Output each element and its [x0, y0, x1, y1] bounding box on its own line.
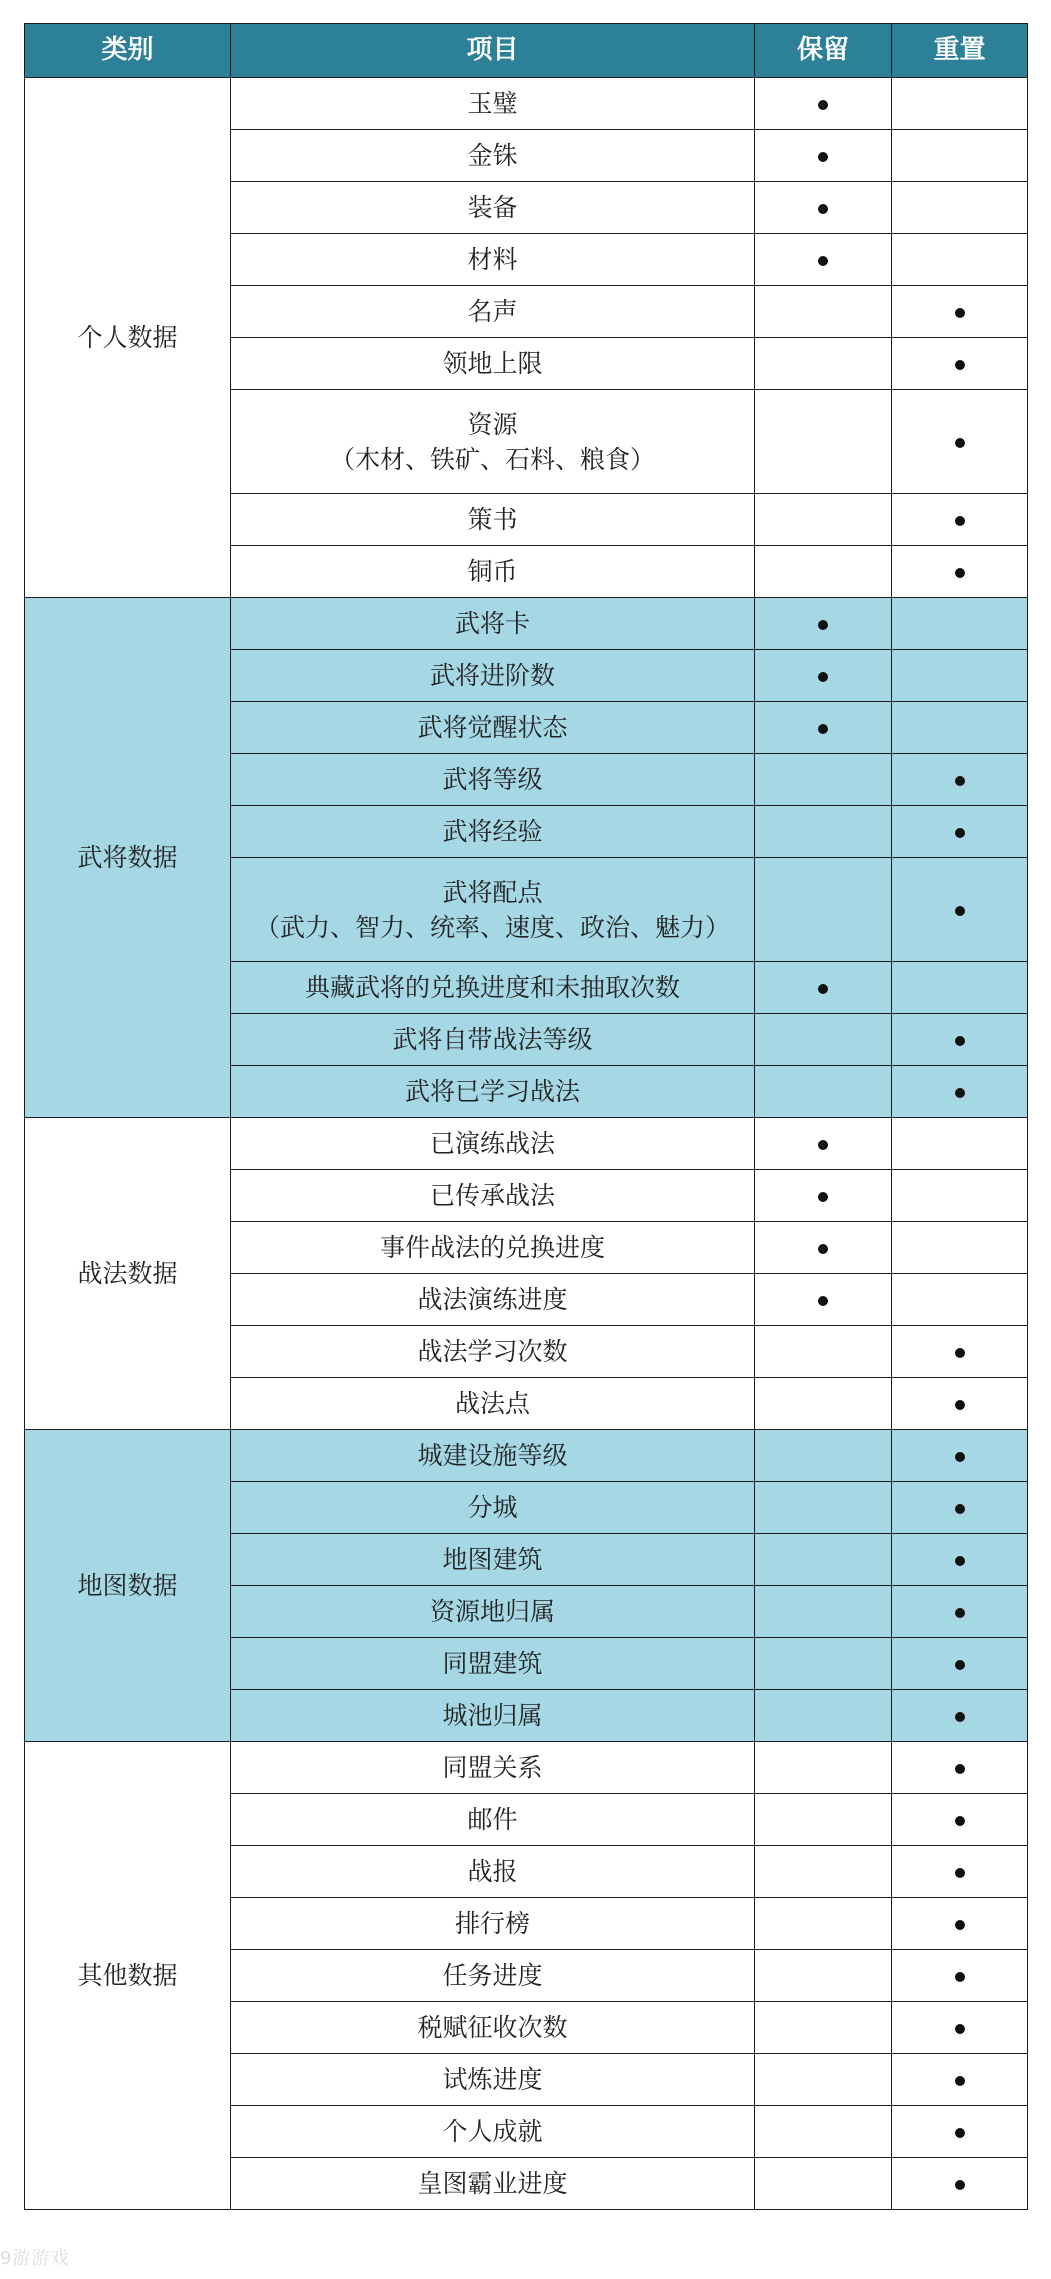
keep-cell: [755, 1794, 892, 1846]
bullet-dot-icon: [818, 672, 828, 682]
reset-cell: [892, 1794, 1028, 1846]
bullet-dot-icon: [955, 906, 965, 916]
reset-cell: [892, 182, 1028, 234]
item-cell: [231, 1846, 755, 1898]
table-row: [25, 1118, 1028, 1170]
keep-cell: [755, 1690, 892, 1742]
reset-cell: [892, 962, 1028, 1014]
reset-cell: [892, 1586, 1028, 1638]
reset-cell: [892, 1066, 1028, 1118]
item-cell: [231, 1326, 755, 1378]
reset-cell: [892, 1274, 1028, 1326]
keep-cell: [755, 1638, 892, 1690]
table-header-row: [25, 24, 1028, 78]
keep-cell: [755, 1742, 892, 1794]
reset-cell: [892, 2002, 1028, 2054]
bullet-dot-icon: [955, 1504, 965, 1514]
item-label: 战报: [467, 1857, 518, 1886]
data-reset-table-container: [24, 23, 1027, 2210]
keep-cell: [755, 650, 892, 702]
item-cell: [231, 1898, 755, 1950]
bullet-dot-icon: [955, 776, 965, 786]
item-label: 地图建筑: [442, 1545, 543, 1574]
item-label: 皇图霸业进度: [417, 2169, 568, 2198]
item-label: 同盟建筑: [442, 1649, 543, 1678]
bullet-dot-icon: [818, 152, 828, 162]
reset-cell: [892, 1898, 1028, 1950]
keep-cell: [755, 2106, 892, 2158]
item-label: 税赋征收次数: [417, 2013, 568, 2042]
keep-cell: [755, 2002, 892, 2054]
item-label: 玉璧: [467, 89, 518, 118]
keep-cell: [755, 702, 892, 754]
item-cell: [231, 1794, 755, 1846]
bullet-dot-icon: [955, 1660, 965, 1670]
item-label: 任务进度: [442, 1961, 543, 1990]
bullet-dot-icon: [955, 1348, 965, 1358]
table-row: [25, 1742, 1028, 1794]
keep-cell: [755, 1846, 892, 1898]
item-cell: [231, 806, 755, 858]
item-label: 已演练战法: [429, 1129, 555, 1158]
item-cell: [231, 1534, 755, 1586]
item-label: 策书: [467, 505, 518, 534]
item-label: 典藏武将的兑换进度和未抽取次数: [304, 973, 680, 1002]
keep-cell: [755, 182, 892, 234]
keep-cell: [755, 2158, 892, 2210]
item-label: （木材、铁矿、石料、粮食）: [329, 444, 655, 474]
keep-cell: [755, 806, 892, 858]
bullet-dot-icon: [955, 1972, 965, 1982]
item-label: 资源地归属: [429, 1597, 555, 1626]
item-cell: [231, 286, 755, 338]
item-label: 城建设施等级: [417, 1441, 568, 1470]
item-label: 武将自带战法等级: [392, 1025, 593, 1054]
item-cell: [231, 1742, 755, 1794]
bullet-dot-icon: [955, 1712, 965, 1722]
bullet-dot-icon: [955, 1868, 965, 1878]
item-cell: [231, 650, 755, 702]
bullet-dot-icon: [955, 2128, 965, 2138]
keep-cell: [755, 546, 892, 598]
keep-cell: [755, 390, 892, 494]
item-cell: [231, 546, 755, 598]
keep-cell: [755, 78, 892, 130]
keep-cell: [755, 1482, 892, 1534]
bullet-dot-icon: [955, 1816, 965, 1826]
reset-cell: [892, 286, 1028, 338]
item-label: 分城: [467, 1493, 518, 1522]
item-label: 武将卡: [454, 609, 530, 638]
item-cell: [231, 2158, 755, 2210]
table-body: [25, 78, 1028, 2210]
item-label: 排行榜: [454, 1909, 530, 1938]
bullet-dot-icon: [955, 1608, 965, 1618]
reset-cell: [892, 1950, 1028, 2002]
keep-cell: [755, 754, 892, 806]
bullet-dot-icon: [955, 828, 965, 838]
item-cell: [231, 1170, 755, 1222]
item-label: 战法演练进度: [417, 1285, 568, 1314]
item-cell: [231, 130, 755, 182]
category-cell: 战法数据: [25, 1118, 231, 1430]
bullet-dot-icon: [818, 984, 828, 994]
item-label: 材料: [467, 245, 518, 274]
table-row: [25, 598, 1028, 650]
bullet-dot-icon: [955, 1036, 965, 1046]
bullet-dot-icon: [818, 1244, 828, 1254]
item-label: 同盟关系: [442, 1753, 543, 1782]
reset-cell: [892, 338, 1028, 390]
header-category: 类别: [25, 24, 231, 78]
item-cell: [231, 2106, 755, 2158]
item-label: 金铢: [467, 141, 518, 170]
bullet-dot-icon: [818, 724, 828, 734]
reset-cell: [892, 78, 1028, 130]
bullet-dot-icon: [818, 1140, 828, 1150]
keep-cell: [755, 1534, 892, 1586]
reset-cell: [892, 1690, 1028, 1742]
reset-cell: [892, 494, 1028, 546]
item-cell: [231, 754, 755, 806]
item-label: 武将觉醒状态: [417, 713, 568, 742]
item-label: 试炼进度: [442, 2065, 543, 2094]
bullet-dot-icon: [955, 1400, 965, 1410]
item-cell: [231, 1222, 755, 1274]
item-cell: [231, 1430, 755, 1482]
keep-cell: [755, 338, 892, 390]
keep-cell: [755, 286, 892, 338]
reset-cell: [892, 1482, 1028, 1534]
reset-cell: [892, 546, 1028, 598]
keep-cell: [755, 1118, 892, 1170]
table-row: [25, 1430, 1028, 1482]
reset-cell: [892, 858, 1028, 962]
item-label: 武将等级: [442, 765, 543, 794]
bullet-dot-icon: [955, 2076, 965, 2086]
watermark-logo: 9游游戏: [0, 2248, 70, 2269]
reset-cell: [892, 1846, 1028, 1898]
item-label: 武将经验: [442, 817, 543, 846]
bullet-dot-icon: [955, 1556, 965, 1566]
bullet-dot-icon: [955, 1452, 965, 1462]
bullet-dot-icon: [955, 1088, 965, 1098]
keep-cell: [755, 858, 892, 962]
bullet-dot-icon: [955, 2024, 965, 2034]
reset-cell: [892, 1742, 1028, 1794]
bullet-dot-icon: [955, 2180, 965, 2190]
item-cell: [231, 1586, 755, 1638]
bullet-dot-icon: [818, 620, 828, 630]
keep-cell: [755, 1222, 892, 1274]
reset-cell: [892, 1014, 1028, 1066]
table-row: [25, 78, 1028, 130]
bullet-dot-icon: [818, 1296, 828, 1306]
item-cell: [231, 1950, 755, 2002]
bullet-dot-icon: [818, 204, 828, 214]
item-cell: [231, 1482, 755, 1534]
item-label: 武将配点: [442, 877, 543, 907]
keep-cell: [755, 962, 892, 1014]
bullet-dot-icon: [818, 1192, 828, 1202]
reset-cell: [892, 390, 1028, 494]
keep-cell: [755, 1014, 892, 1066]
item-label: 资源: [467, 409, 518, 439]
item-cell: [231, 1690, 755, 1742]
item-cell: [231, 234, 755, 286]
bullet-dot-icon: [955, 1920, 965, 1930]
bullet-dot-icon: [955, 438, 965, 448]
bullet-dot-icon: [955, 1764, 965, 1774]
reset-cell: [892, 1118, 1028, 1170]
bullet-dot-icon: [818, 256, 828, 266]
reset-cell: [892, 1534, 1028, 1586]
item-cell: [231, 598, 755, 650]
reset-cell: [892, 650, 1028, 702]
item-label: 装备: [467, 193, 518, 222]
header-reset: 重置: [892, 24, 1028, 78]
reset-cell: [892, 1378, 1028, 1430]
bullet-dot-icon: [955, 308, 965, 318]
item-cell: [231, 338, 755, 390]
data-reset-table: [24, 23, 1028, 2210]
item-cell: [231, 390, 755, 494]
keep-cell: [755, 494, 892, 546]
header-keep: 保留: [755, 24, 892, 78]
item-cell: [231, 858, 755, 962]
item-cell: [231, 1014, 755, 1066]
item-cell: [231, 1118, 755, 1170]
keep-cell: [755, 1950, 892, 2002]
item-cell: [231, 494, 755, 546]
keep-cell: [755, 1898, 892, 1950]
reset-cell: [892, 234, 1028, 286]
item-label: 战法学习次数: [417, 1337, 568, 1366]
header-item: 项目: [231, 24, 755, 78]
keep-cell: [755, 130, 892, 182]
item-label: 名声: [467, 297, 518, 326]
keep-cell: [755, 1430, 892, 1482]
item-cell: [231, 962, 755, 1014]
keep-cell: [755, 1326, 892, 1378]
reset-cell: [892, 702, 1028, 754]
item-label: 武将已学习战法: [404, 1077, 580, 1106]
item-label: 战法点: [454, 1389, 530, 1418]
item-label: 武将进阶数: [429, 661, 555, 690]
bullet-dot-icon: [818, 100, 828, 110]
keep-cell: [755, 1378, 892, 1430]
item-cell: [231, 78, 755, 130]
item-cell: [231, 1066, 755, 1118]
keep-cell: [755, 598, 892, 650]
item-label: 邮件: [467, 1805, 518, 1834]
item-cell: [231, 1378, 755, 1430]
reset-cell: [892, 2106, 1028, 2158]
item-label: 铜币: [467, 557, 518, 586]
bullet-dot-icon: [955, 360, 965, 370]
item-cell: [231, 702, 755, 754]
item-label: 已传承战法: [429, 1181, 555, 1210]
item-cell: [231, 1274, 755, 1326]
item-label: 事件战法的兑换进度: [379, 1233, 605, 1262]
keep-cell: [755, 2054, 892, 2106]
item-cell: [231, 2054, 755, 2106]
item-cell: [231, 182, 755, 234]
item-label: 领地上限: [442, 349, 543, 378]
item-cell: [231, 2002, 755, 2054]
item-cell: [231, 1638, 755, 1690]
bullet-dot-icon: [955, 516, 965, 526]
item-label: 城池归属: [442, 1701, 543, 1730]
keep-cell: [755, 234, 892, 286]
reset-cell: [892, 754, 1028, 806]
reset-cell: [892, 1638, 1028, 1690]
reset-cell: [892, 598, 1028, 650]
reset-cell: [892, 130, 1028, 182]
keep-cell: [755, 1274, 892, 1326]
keep-cell: [755, 1586, 892, 1638]
reset-cell: [892, 2054, 1028, 2106]
reset-cell: [892, 806, 1028, 858]
reset-cell: [892, 1326, 1028, 1378]
category-cell: 地图数据: [25, 1430, 231, 1742]
reset-cell: [892, 1430, 1028, 1482]
category-cell: 其他数据: [25, 1742, 231, 2210]
reset-cell: [892, 2158, 1028, 2210]
keep-cell: [755, 1170, 892, 1222]
category-cell: 武将数据: [25, 598, 231, 1118]
category-cell: 个人数据: [25, 78, 231, 598]
item-label: 个人成就: [442, 2117, 543, 2146]
keep-cell: [755, 1066, 892, 1118]
item-label: （武力、智力、统率、速度、政治、魅力）: [254, 912, 730, 942]
bullet-dot-icon: [955, 568, 965, 578]
reset-cell: [892, 1170, 1028, 1222]
reset-cell: [892, 1222, 1028, 1274]
